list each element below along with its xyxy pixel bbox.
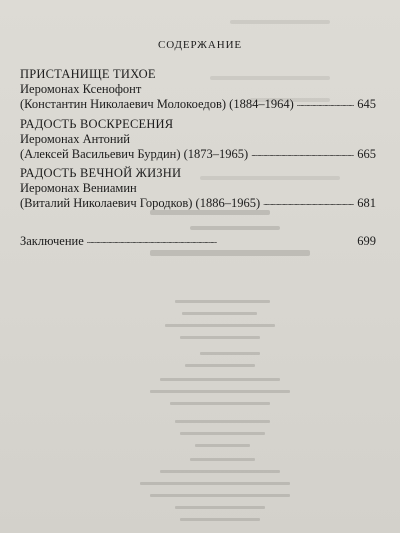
toc-entry xyxy=(20,67,376,113)
author-name: Иеромонах Антоний xyxy=(20,132,130,146)
toc-entry-line xyxy=(20,97,376,113)
author-details: (Константин Николаевич Молокоедов) (1884–1964) xyxy=(20,97,294,111)
dot-leader xyxy=(297,95,355,111)
author-name: Иеромонах Вениамин xyxy=(20,181,137,195)
author-details: (Алексей Васильевич Бурдин) (1873–1965) xyxy=(20,147,249,161)
toc-entry xyxy=(20,117,376,163)
section-heading: ПРИСТАНИЩЕ ТИХОЕ xyxy=(20,67,156,81)
toc-entry-line xyxy=(20,147,376,163)
page-number: 681 xyxy=(357,196,376,210)
page-title: СОДЕРЖАНИЕ xyxy=(157,39,243,51)
toc-entry-line xyxy=(20,196,376,212)
toc-entry-line xyxy=(20,234,376,250)
conclusion-label: Заключение xyxy=(20,234,84,248)
toc-entry xyxy=(20,166,376,212)
section-heading: РАДОСТЬ ВЕЧНОЙ ЖИЗНИ xyxy=(20,166,182,180)
toc-entry-conclusion xyxy=(20,234,376,250)
dot-leader xyxy=(263,194,354,210)
dot-leader xyxy=(251,145,354,161)
dot-leader xyxy=(87,232,355,248)
page-number: 699 xyxy=(357,234,376,248)
section-heading: РАДОСТЬ ВОСКРЕСЕНИЯ xyxy=(20,117,174,131)
page-number: 645 xyxy=(357,97,376,111)
author-name: Иеромонах Ксенофонт xyxy=(20,82,142,96)
author-details: (Виталий Николаевич Городков) (1886–1965) xyxy=(20,196,261,210)
page-number: 665 xyxy=(357,147,376,161)
